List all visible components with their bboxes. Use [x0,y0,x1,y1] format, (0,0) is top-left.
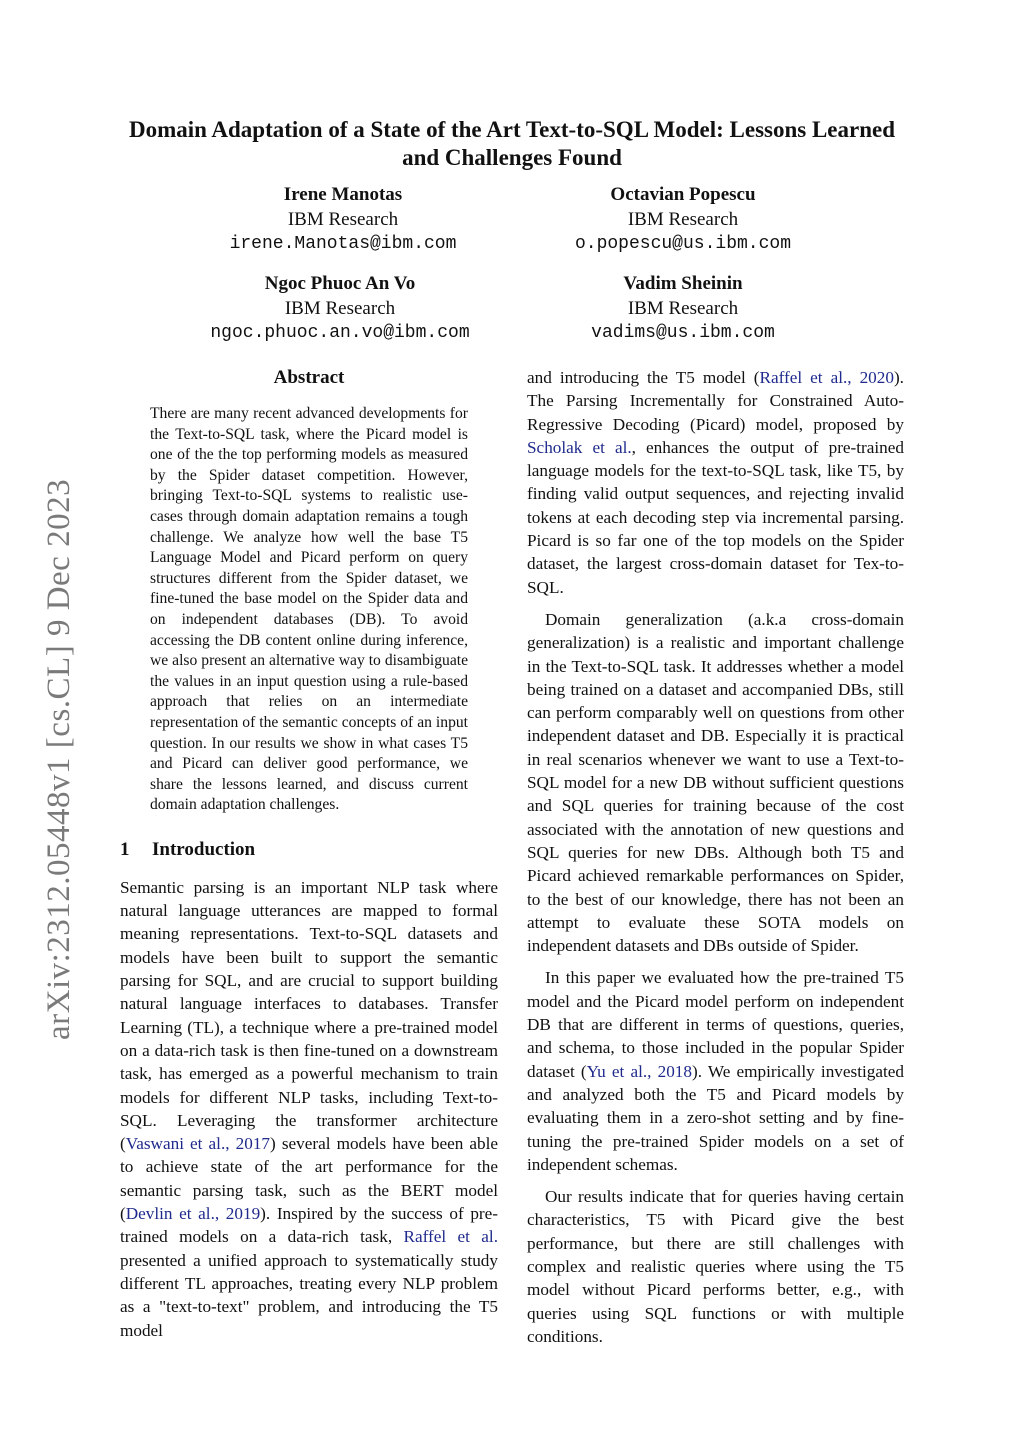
citation-link[interactable]: Scholak et al. [527,437,632,457]
text-run: presented a unified approach to systematically study different TL approaches, treating every NLP problem as a "text-to-text" problem, and introducing the T5 model [120,1250,498,1340]
author-block [160,271,520,346]
citation-link[interactable]: Yu et al., 2018 [586,1061,692,1081]
citation-link[interactable]: Raffel et al., 2020 [759,368,894,387]
intro-paragraph-continued [527,366,904,599]
abstract-text: There are many recent advanced developments for the Text-to-SQL task, where the Picard model is one of the the top performing models as measured by the Spider dataset competition. However, bringing Text-to-SQL systems to realistic use-cases through domain adaptation remains a tough challenge. We analyze how well the base T5 Language Model and Picard perform on query structures different from the Spider dataset, we fine-tuned the base model on the Spider data and on independent databases (DB). To avoid accessing the DB content online during inference, we also present an alternative way to disambiguate the values in an input question using a rule-based approach that relies on an intermediate representation of the semantic concepts of an input question. In our results we show in what cases T5 and Picard can deliver good performance, we share the lessons learned, and discuss current domain adaptation challenges. [150,405,468,814]
author-email[interactable]: irene.Manotas@ibm.com [229,234,457,254]
author-affiliation: IBM Research [284,298,396,319]
paper-title: Domain Adaptation of a State of the Art Text-to-SQL Model: Lessons Learned and Challenges Found [128,117,896,170]
text-run: and introducing the T5 model ( [527,368,760,387]
intro-paragraph [527,966,904,1176]
author-block [163,182,523,257]
author-name: Octavian Popescu [610,184,756,205]
author-block [503,271,863,346]
left-column [120,366,498,1342]
author-affiliation: IBM Research [627,209,739,230]
author-email[interactable]: o.popescu@us.ibm.com [574,234,792,254]
text-run: In this paper we evaluated how the pre-trained T5 model and the Picard model perform on independent DB that are different in terms of questions, queries, and schema, to those included in the popular Spider dataset ( [527,968,904,1081]
intro-paragraph: Domain generalization (a.k.a cross-domain generalization) is a realistic and important challenge in the Text-to-SQL task. It addresses whether a model being trained on a dataset and accompanied DBs, still can perform comparably well on questions from other independent dataset and DB. Especially it is practical in real scenarios whenever we want to use a Text-to-SQL model for a new DB without sufficient questions and SQL queries for training because of the cost associated with the annotation of new questions and SQL queries for new DBs. Although both T5 and Picard achieved remarkable performances on Spider, to the best of our knowledge, there has not been an attempt to evaluate these SOTA models on independent datasets and DBs outside of Spider. [527,609,904,956]
text-run: Semantic parsing is an important NLP task where natural language utterances are mapped to formal meaning representations. Text-to-SQL datasets and models have been built to support the semantic parsing for SQL, and are crucial to support building natural language interfaces to databases. Transfer Learning (TL), a technique where a pre-trained model on a data-rich task is then fine-tuned on a downstream task, has emerged as a powerful mechanism to train models for different NLP tasks, including Text-to-SQL. Leveraging the transformer architecture ( [120,877,498,1154]
section-title: Introduction [152,838,256,860]
intro-paragraph [120,876,498,1342]
citation-link[interactable]: Vaswani et al., 2017 [125,1134,271,1154]
author-name: Vadim Sheinin [623,273,743,294]
arxiv-stamp: arXiv:2312.05448v1 [cs.CL] 9 Dec 2023 [41,478,77,1040]
right-column [527,366,904,1348]
author-name: Ngoc Phuoc An Vo [264,273,416,294]
text-run: , enhances the output of pre-trained language models for the text-to-SQL task, like T5, by finding valid output sequences, and rejecting invalid tokens at each decoding step via incremental parsing. Picard is so far one of the top models on the Spider dataset, the largest cross-domain dataset for Tex-to-SQL. [527,437,904,597]
citation-link[interactable]: Devlin et al., 2019 [125,1204,261,1224]
text-run: ). We empirically investigated and analyzed both the T5 and Picard models by evaluating them in a zero-shot setting and by fine-tuning the pre-trained Spider models on a set of independent schemas. [527,1061,904,1174]
author-affiliation: IBM Research [627,298,739,319]
citation-link[interactable]: Raffel et al. [403,1227,498,1247]
section-number: 1 [120,838,130,860]
author-name: Irene Manotas [283,184,403,205]
author-block [503,182,863,257]
author-affiliation: IBM Research [287,209,399,230]
intro-paragraph: Our results indicate that for queries having certain characteristics, T5 with Picard give the best performance, but there are still challenges with complex and realistic queries where using the T5 model without Picard performs better, e.g., with queries using SQL functions or with multiple conditions. [527,1187,904,1346]
author-email[interactable]: vadims@us.ibm.com [591,323,775,343]
section-heading [120,838,498,862]
author-email[interactable]: ngoc.phuoc.an.vo@ibm.com [210,323,470,343]
text-run: ). The Parsing Incrementally for Constrained Auto-Regressive Decoding (Picard) model, proposed by [527,368,904,434]
abstract-heading: Abstract [273,367,345,388]
text-run: ) several models have been able to achieve state of the art performance for the semantic parsing task, such as the BERT model ( [120,1134,499,1224]
text-run: ). Inspired by the success of pre-trained models on a data-rich task, [120,1204,498,1247]
